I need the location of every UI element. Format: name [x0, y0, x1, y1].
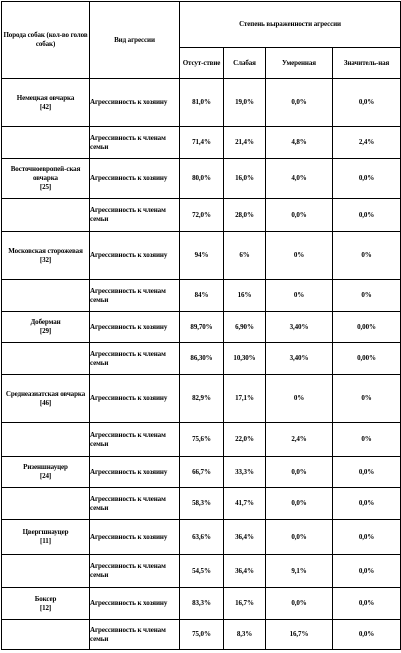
value-significant: 0%	[333, 280, 401, 312]
breed-cell	[2, 312, 90, 343]
value-weak: 22,0%	[224, 423, 266, 457]
value-moderate: 0,0%	[266, 588, 333, 620]
table-row	[2, 488, 401, 520]
breed-cell-empty	[2, 423, 90, 457]
table-row	[2, 375, 401, 423]
value-absent: 94%	[180, 232, 224, 280]
header-level-moderate: Умеренная	[266, 48, 333, 79]
aggression-kind: Агрессивность к членам семьи	[90, 423, 180, 457]
value-absent: 81,0%	[180, 79, 224, 127]
value-weak: 6,90%	[224, 312, 266, 343]
header-level-absent: Отсут-ствие	[180, 48, 224, 79]
aggression-kind: Агрессивность к хозяину	[90, 520, 180, 555]
aggression-kind: Агрессивность к хозяину	[90, 232, 180, 280]
header-row-1	[2, 2, 401, 48]
value-weak: 28,0%	[224, 199, 266, 232]
value-moderate: 0%	[266, 280, 333, 312]
value-weak: 36,4%	[224, 555, 266, 588]
breed-cell	[2, 457, 90, 488]
value-significant: 0,0%	[333, 199, 401, 232]
breed-cell-empty	[2, 280, 90, 312]
aggression-kind: Агрессивность к хозяину	[90, 588, 180, 620]
breed-cell-empty	[2, 199, 90, 232]
value-moderate: 9,1%	[266, 555, 333, 588]
header-breed: Порода собак (кол-во голов собак)	[2, 2, 90, 79]
value-absent: 84%	[180, 280, 224, 312]
table-row	[2, 423, 401, 457]
aggression-kind: Агрессивность к членам семьи	[90, 620, 180, 650]
breed-name: Боксер	[34, 594, 57, 603]
value-significant: 0,0%	[333, 488, 401, 520]
value-significant: 0,0%	[333, 620, 401, 650]
table-row	[2, 159, 401, 199]
breed-cell-empty	[2, 343, 90, 375]
aggression-table	[1, 1, 401, 650]
breed-count: [25]	[39, 183, 52, 191]
value-weak: 8,3%	[224, 620, 266, 650]
header-degree: Степень выраженности агрессии	[180, 2, 401, 48]
value-weak: 41,7%	[224, 488, 266, 520]
breed-name: Ризеншнауцер	[23, 463, 68, 471]
value-absent: 58,3%	[180, 488, 224, 520]
value-absent: 86,30%	[180, 343, 224, 375]
value-absent: 75,0%	[180, 620, 224, 650]
value-absent: 54,5%	[180, 555, 224, 588]
value-weak: 16,0%	[224, 159, 266, 199]
value-moderate: 0,0%	[266, 79, 333, 127]
aggression-kind: Агрессивность к хозяину	[90, 375, 180, 423]
breed-cell-empty	[2, 488, 90, 520]
value-moderate: 0,0%	[266, 488, 333, 520]
value-significant: 0,00%	[333, 343, 401, 375]
header-level-weak: Слабая	[224, 48, 266, 79]
value-moderate: 16,7%	[266, 620, 333, 650]
table-row	[2, 343, 401, 375]
value-moderate: 0%	[266, 232, 333, 280]
value-weak: 21,4%	[224, 127, 266, 159]
aggression-kind: Агрессивность к членам семьи	[90, 199, 180, 232]
value-absent: 72,0%	[180, 199, 224, 232]
aggression-kind: Агрессивность к хозяину	[90, 312, 180, 343]
breed-count: [29]	[39, 327, 52, 335]
breed-name: Немецкая овчарка	[16, 93, 75, 102]
table-row	[2, 520, 401, 555]
value-moderate: 4,0%	[266, 159, 333, 199]
value-significant: 0,0%	[333, 588, 401, 620]
value-moderate: 4,8%	[266, 127, 333, 159]
breed-cell	[2, 79, 90, 127]
breed-cell	[2, 588, 90, 620]
value-weak: 16%	[224, 280, 266, 312]
value-significant: 2,4%	[333, 127, 401, 159]
aggression-kind: Агрессивность к членам семьи	[90, 343, 180, 375]
table-row	[2, 199, 401, 232]
value-moderate: 2,4%	[266, 423, 333, 457]
breed-count: [11]	[40, 537, 51, 545]
table-row	[2, 588, 401, 620]
value-absent: 63,6%	[180, 520, 224, 555]
value-moderate: 3,40%	[266, 343, 333, 375]
value-absent: 89,70%	[180, 312, 224, 343]
value-significant: 0,0%	[333, 520, 401, 555]
value-moderate: 0,0%	[266, 199, 333, 232]
value-moderate: 3,40%	[266, 312, 333, 343]
table-row	[2, 127, 401, 159]
aggression-kind: Агрессивность к членам семьи	[90, 280, 180, 312]
table-row	[2, 312, 401, 343]
breed-count: [46]	[39, 398, 52, 407]
value-significant: 0,0%	[333, 79, 401, 127]
value-absent: 83,3%	[180, 588, 224, 620]
breed-name: Среднеазиатская овчарка	[5, 389, 86, 398]
aggression-kind: Агрессивность к хозяину	[90, 457, 180, 488]
breed-count: [12]	[39, 603, 52, 612]
table-row	[2, 280, 401, 312]
breed-cell-empty	[2, 620, 90, 650]
aggression-kind: Агрессивность к хозяину	[90, 159, 180, 199]
breed-cell	[2, 520, 90, 555]
header-level-significant: Значитель-ная	[333, 48, 401, 79]
value-absent: 80,0%	[180, 159, 224, 199]
table-row	[2, 555, 401, 588]
breed-cell-empty	[2, 555, 90, 588]
value-significant: 0,00%	[333, 312, 401, 343]
table-row	[2, 79, 401, 127]
value-weak: 33,3%	[224, 457, 266, 488]
breed-count: [42]	[39, 102, 52, 111]
value-significant: 0%	[333, 375, 401, 423]
breed-cell-empty	[2, 127, 90, 159]
value-significant: 0%	[333, 423, 401, 457]
breed-name: Восточноевропей-ская овчарка	[10, 165, 81, 182]
breed-cell	[2, 375, 90, 423]
breed-cell	[2, 232, 90, 280]
value-weak: 36,4%	[224, 520, 266, 555]
breed-name: Доберман	[30, 318, 61, 326]
breed-cell	[2, 159, 90, 199]
value-significant: 0,0%	[333, 555, 401, 588]
value-weak: 17,1%	[224, 375, 266, 423]
value-significant: 0,0%	[333, 159, 401, 199]
breed-count: [32]	[39, 255, 52, 264]
value-significant: 0%	[333, 232, 401, 280]
value-significant: 0,0%	[333, 457, 401, 488]
value-weak: 10,30%	[224, 343, 266, 375]
aggression-kind: Агрессивность к членам семьи	[90, 127, 180, 159]
value-moderate: 0%	[266, 375, 333, 423]
value-weak: 6%	[224, 232, 266, 280]
breed-name: Цвергшнауцер	[22, 528, 69, 536]
header-kind: Вид агрессии	[90, 2, 180, 79]
breed-count: [24]	[39, 472, 52, 480]
value-moderate: 0,0%	[266, 457, 333, 488]
aggression-kind: Агрессивность к хозяину	[90, 79, 180, 127]
value-weak: 16,7%	[224, 588, 266, 620]
breed-name: Московская сторожевая	[8, 246, 83, 255]
value-absent: 75,6%	[180, 423, 224, 457]
value-weak: 19,0%	[224, 79, 266, 127]
aggression-kind: Агрессивность к членам семьи	[90, 555, 180, 588]
value-moderate: 0,0%	[266, 520, 333, 555]
value-absent: 66,7%	[180, 457, 224, 488]
table-row	[2, 620, 401, 650]
value-absent: 71,4%	[180, 127, 224, 159]
table-row	[2, 232, 401, 280]
aggression-kind: Агрессивность к членам семьи	[90, 488, 180, 520]
value-absent: 82,9%	[180, 375, 224, 423]
table-row	[2, 457, 401, 488]
